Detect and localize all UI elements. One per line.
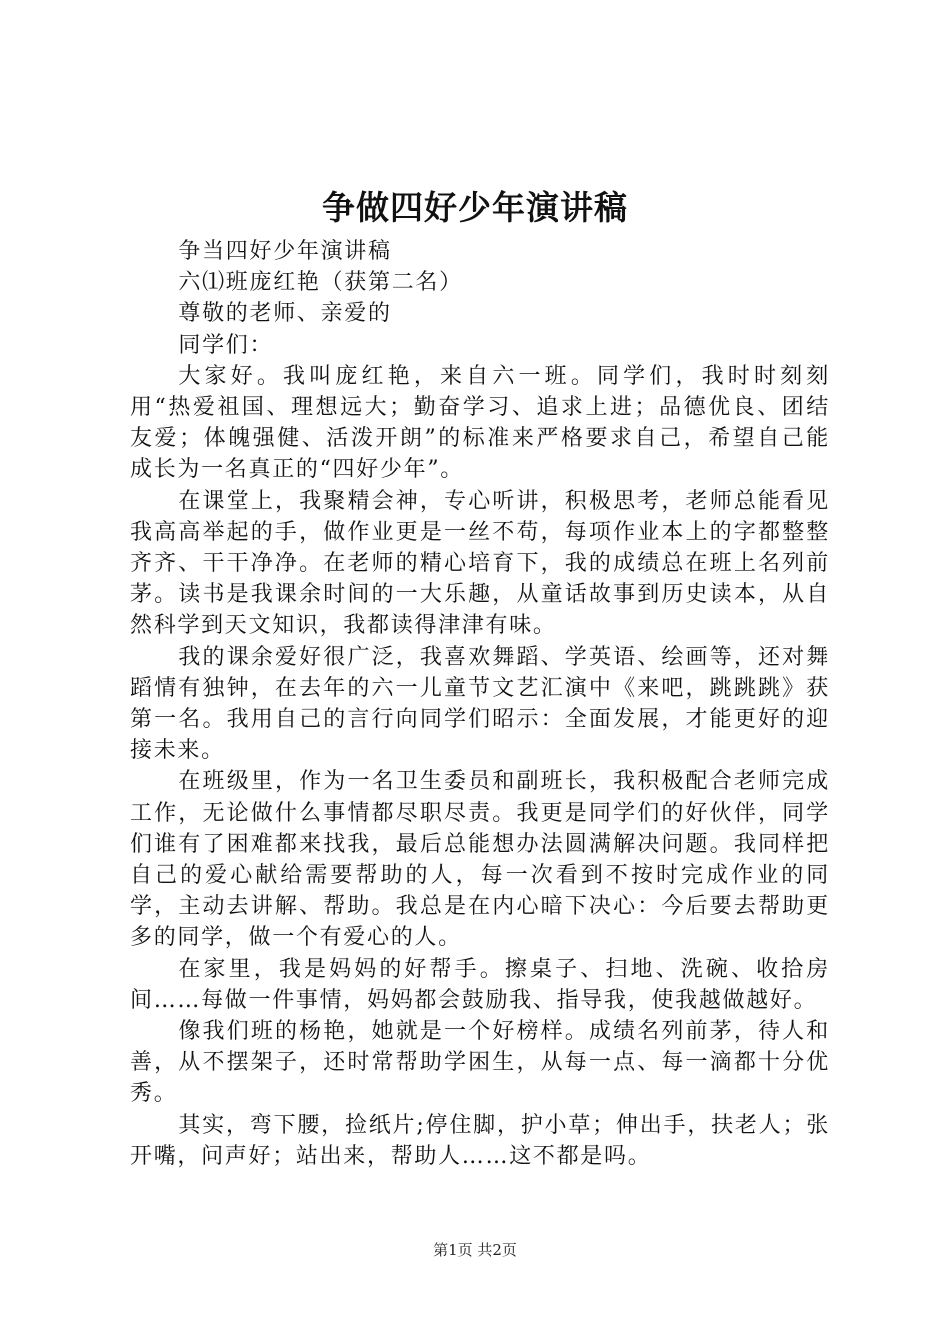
page-indicator: 第1页 共2页: [433, 1241, 517, 1259]
paragraph-salutation-cont: 同学们：: [178, 332, 274, 358]
paragraph-class-duties: 在班级里，作为一名卫生委员和副班长，我积极配合老师完成工作，无论做什么事情都尽职尽责。我更是同学们的好伙伴，同学们谁有了困难都来找我，最后总能想办法圆满解决问题。我同样把自己的爱心献给需要帮助的人，每一次看到不按时完成作业的同学，主动去讲解、帮助。我总是在内心暗下决心：今后要去帮助更多的同学，做一个有爱心的人。: [130, 769, 830, 951]
document-body: [130, 236, 830, 1172]
document-title: 争做四好少年演讲稿: [322, 188, 628, 227]
paragraph-subtitle: 争当四好少年演讲稿: [178, 239, 392, 264]
paragraph-salutation: 尊敬的老师、亲爱的: [178, 301, 392, 327]
paragraph-conclusion: 其实，弯下腰，捡纸片;停住脚，护小草；伸出手，扶老人；张开嘴，问声好；站出来，帮助人……这不都是吗。: [130, 1112, 830, 1169]
paragraph-intro: 大家好。我叫庞红艳，来自六一班。同学们，我时时刻刻用“热爱祖国、理想远大；勤奋学习、追求上进；品德优良、团结友爱；体魄强健、活泼开朗”的标准来严格要求自己，希望自己能成长为一名真正的“四好少年”。: [130, 363, 830, 483]
paragraph-example: 像我们班的杨艳，她就是一个好榜样。成绩名列前茅，待人和善，从不摆架子，还时常帮助学困生，从每一点、每一滴都十分优秀。: [130, 1019, 830, 1107]
paragraph-home: 在家里，我是妈妈的好帮手。擦桌子、扫地、洗碗、收拾房间……每做一件事情，妈妈都会鼓励我、指导我，使我越做越好。: [130, 956, 830, 1013]
paragraph-classroom: 在课堂上，我聚精会神，专心听讲，积极思考，老师总能看见我高高举起的手，做作业更是一丝不苟，每项作业本上的字都整整齐齐、干干净净。在老师的精心培育下，我的成绩总在班上名列前茅。读书是我课余时间的一大乐趣，从童话故事到历史读本，从自然科学到天文知识，我都读得津津有味。: [130, 488, 830, 639]
paragraph-hobbies: 我的课余爱好很广泛，我喜欢舞蹈、学英语、绘画等，还对舞蹈情有独钟，在去年的六一儿童节文艺汇演中《来吧，跳跳跳》获第一名。我用自己的言行向同学们昭示：全面发展，才能更好的迎接未来。: [130, 644, 830, 764]
paragraph-author: 六⑴班庞红艳（获第二名）: [178, 270, 463, 296]
